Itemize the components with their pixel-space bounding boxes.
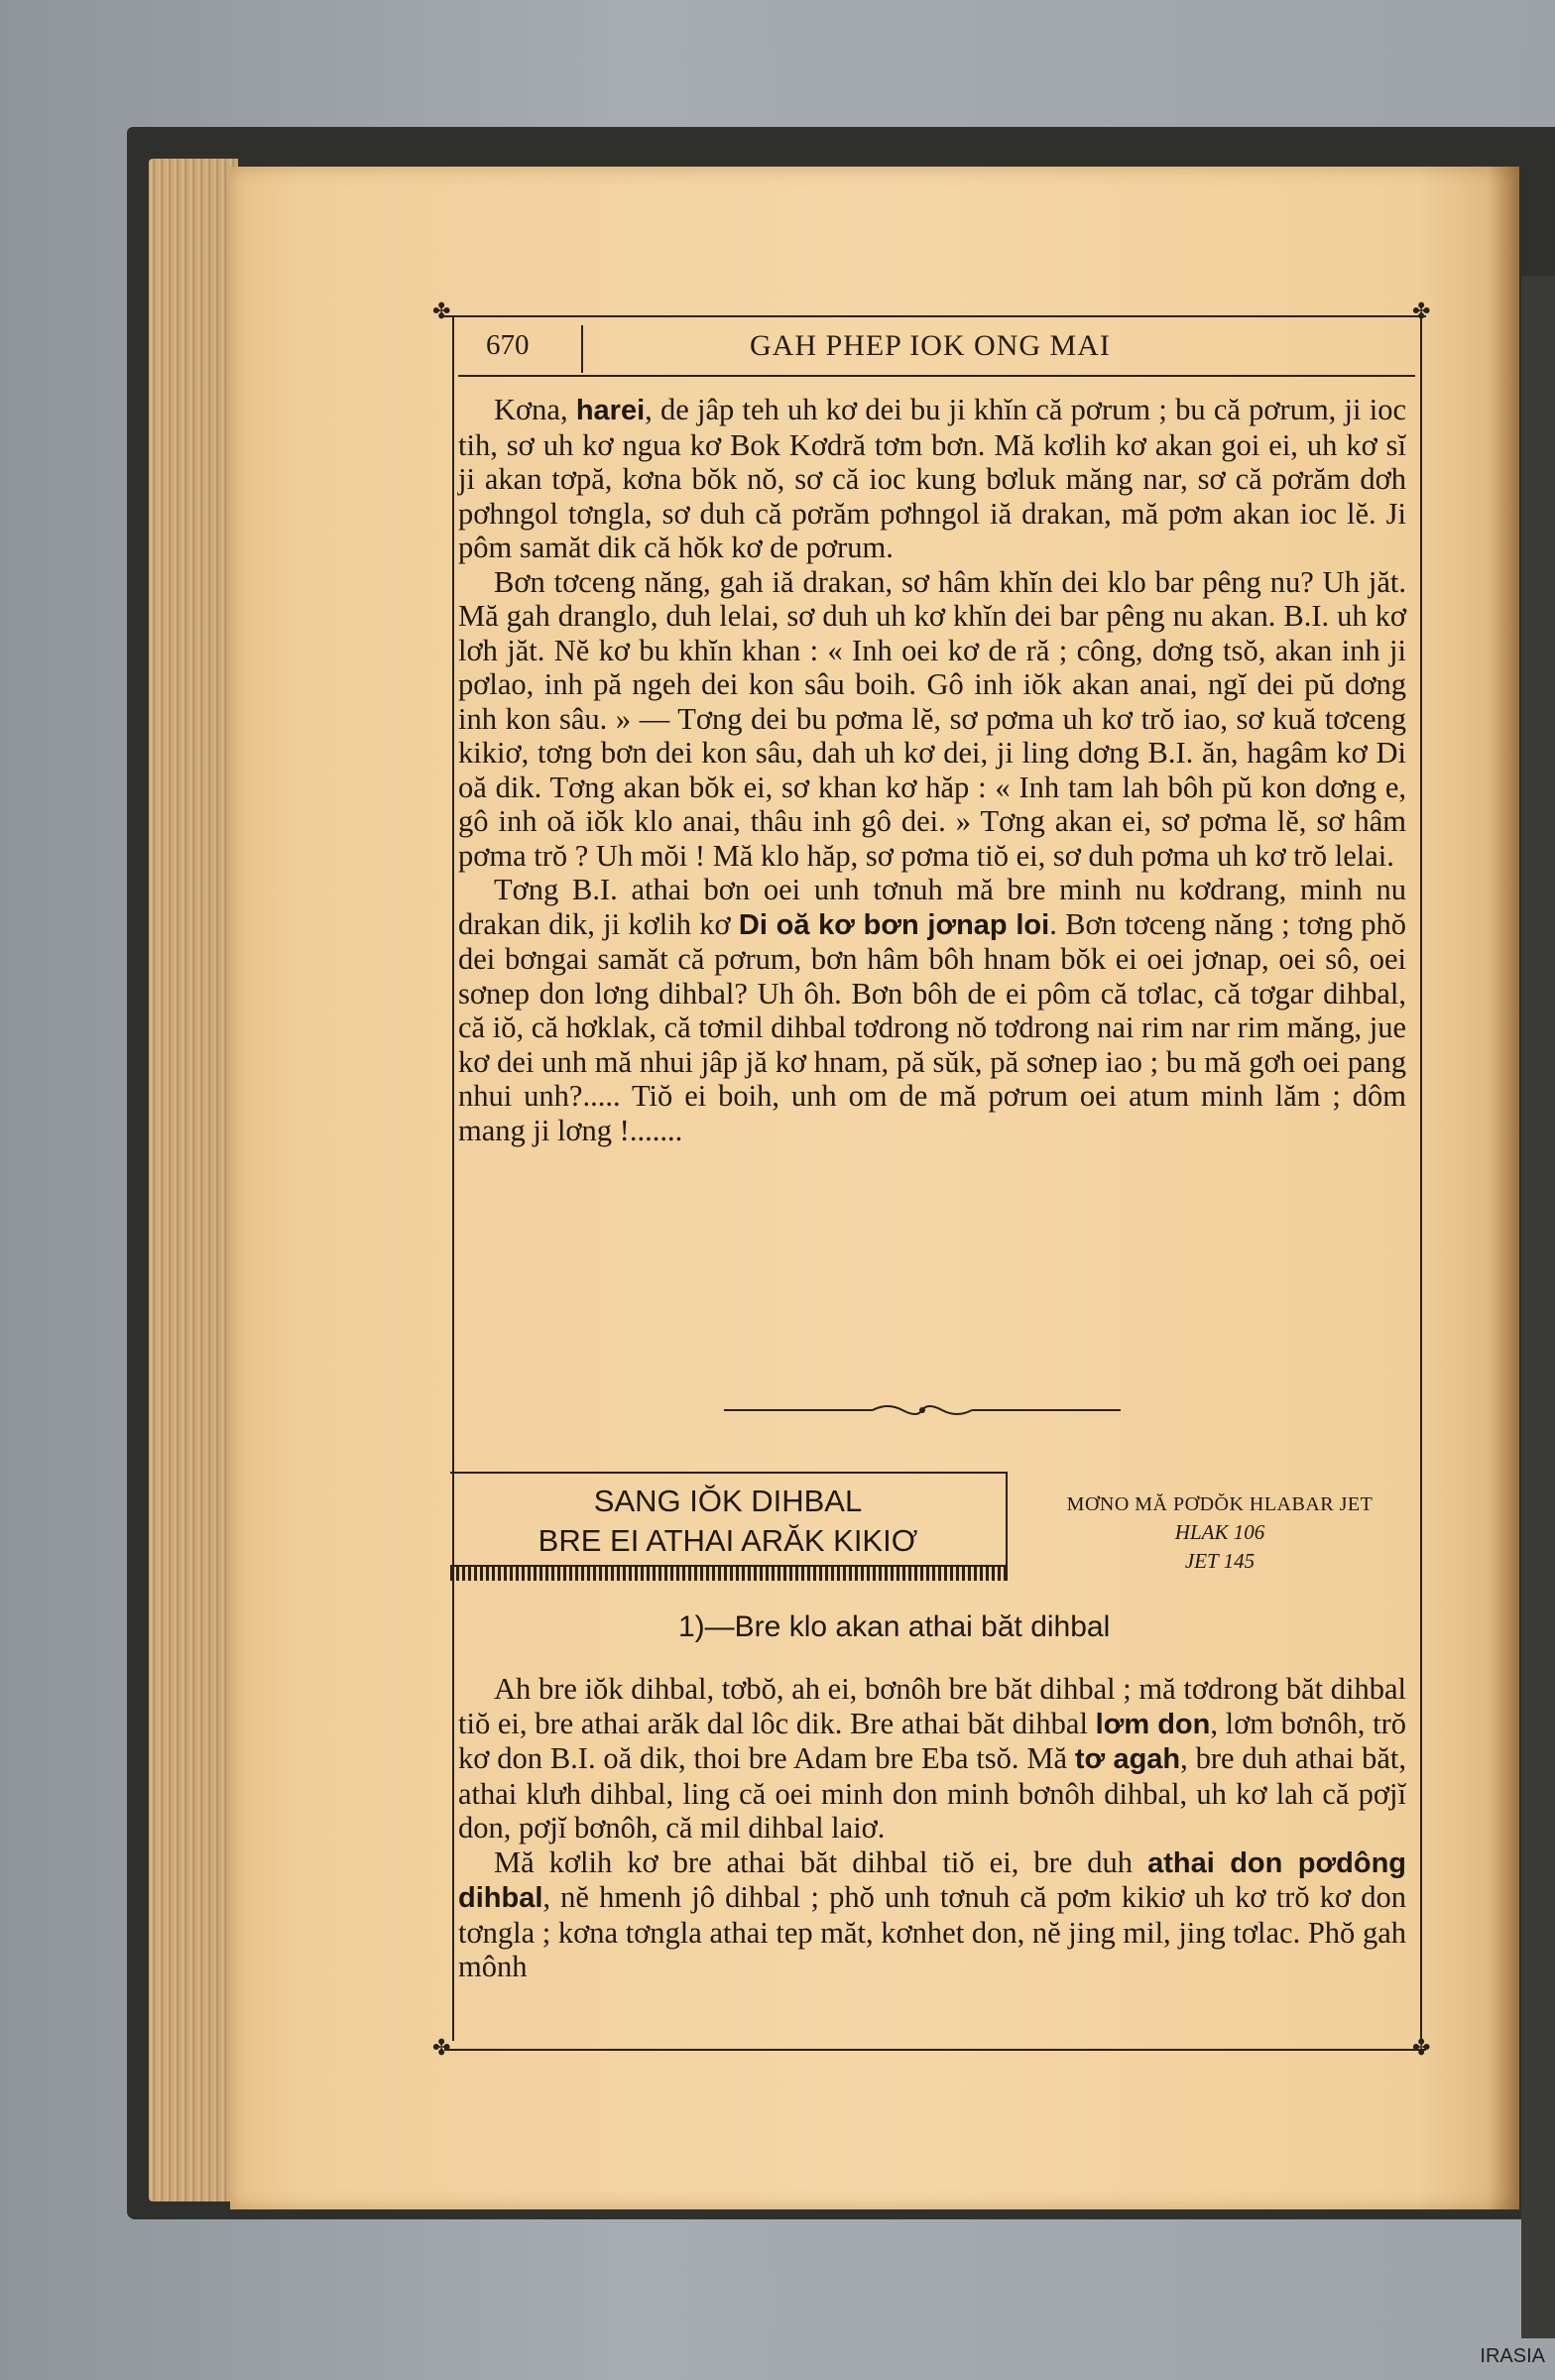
corner-ornament-icon: ✤ bbox=[1412, 299, 1431, 324]
text-run: Mă kơlih kơ bre athai băt dihbal tiŏ ei, bre duh bbox=[494, 1844, 1148, 1879]
page-edges bbox=[149, 159, 238, 2202]
frame-top-rule bbox=[444, 315, 1426, 317]
text-run: , de jâp teh uh kơ dei bu ji khĭn că pơrum ; bu că pơrum, ji ioc tih, sơ uh kơ ngua kơ Bok Kơdră tơm bơn. Mă kơlih kơ akan goi ei, uh kơ sĭ ji akan tơpă, kơna bŏk nŏ, sơ că ioc kung bơluk măng nar, sơ că pơrăm dơh pơhngol tơngla, sơ duh că pơrăm pơhngol iă drakan, mă pơm akan ioc lĕ. Ji pôm samăt dik că hŏk kơ de pơrum. bbox=[458, 393, 1406, 564]
paragraph bbox=[458, 393, 1406, 565]
page-gutter bbox=[1488, 167, 1519, 2209]
body-text-top bbox=[458, 393, 1406, 1147]
corner-ornament-icon: ✤ bbox=[1412, 2036, 1431, 2061]
text-run: , nĕ hmenh jô dihbal ; phŏ unh tơnuh că pơm kikiơ uh kơ trŏ kơ don tơngla ; kơna tơngla athai tep măt, kơnhet don, nĕ jing mil, jing tơlac. Phŏ gah mônh bbox=[458, 1880, 1406, 1983]
text-run: Ah bre iŏk dihbal, tơbŏ, ah ei, bơnôh bre băt dihbal ; mă tơdrong băt dihbal tiŏ ei, bre athai arăk dal lôc dik. Bre athai băt dihbal bbox=[458, 1672, 1406, 1740]
corner-ornament-icon: ✤ bbox=[432, 2036, 451, 2061]
paragraph bbox=[458, 1672, 1406, 1845]
body-text-bottom bbox=[458, 1672, 1406, 1984]
reference-line: HLAK 106 bbox=[1174, 1520, 1265, 1544]
frame-left-rule bbox=[452, 315, 454, 2041]
book-cover-edge bbox=[1521, 276, 1555, 2338]
paragraph bbox=[458, 873, 1406, 1147]
section-title-line1: SANG IŎK DIHBAL bbox=[593, 1484, 863, 1518]
running-title: GAH PHEP IOK ONG MAI bbox=[750, 329, 1111, 362]
reference-line: MƠNO MĂ PƠDŎK HLABAR JET bbox=[1066, 1493, 1374, 1515]
frame-bottom-rule bbox=[444, 2049, 1426, 2051]
frame-header-rule bbox=[458, 375, 1415, 377]
text-run: , lơm bơnôh, trŏ kơ don B.I. oă dik, thoi bre Adam bre Eba tsŏ. Mă bbox=[458, 1706, 1406, 1775]
subsection-heading: 1)—Bre klo akan athai băt dihbal bbox=[678, 1610, 1111, 1643]
corner-ornament-icon: ✤ bbox=[432, 299, 451, 324]
text-run: Tơng B.I. athai bơn oei unh tơnuh mă bre minh nu kơdrang, minh nu drakan dik, ji kơlih kơ bbox=[458, 873, 1406, 941]
section-heading-box bbox=[450, 1472, 1008, 1581]
reference-line: JET 145 bbox=[1184, 1549, 1256, 1573]
frame-right-rule bbox=[1420, 315, 1422, 2041]
scripture-reference bbox=[1021, 1493, 1418, 1574]
header-separator bbox=[581, 325, 583, 373]
section-ornamental-rule bbox=[450, 1565, 1006, 1581]
text-run: Kơna, bbox=[494, 393, 576, 426]
text-run: Bơn tơceng năng, gah iă drakan, sơ hâm khĭn dei klo bar pêng nu? Uh jăt. Mă gah dranglo, duh lelai, sơ duh uh kơ khĭn dei bar pêng nu akan. B.I. uh kơ lơh jăt. Nĕ kơ bu khĭn khan : « Inh oei kơ de ră ; công, dơng tsŏ, akan inh ji pơlao, inh pă ngeh dei kon sâu boih. Gô inh iŏk akan anai, ngĭ dei pŭ dơng inh kon sâu. » — Tơng dei bu pơma lĕ, sơ pơma uh kơ trŏ iao, sơ kuă tơceng kikiơ, tơng bơn dei kon sâu, dah uh kơ dei, ji ling dơng B.I. ăn, hagâm kơ Di oă dik. Tơng akan bŏk ei, sơ khan kơ hăp : « Inh tam lah bôh pŭ kon dơng e, gô inh oă iŏk klo anai, thâu inh gô dei. » Tơng akan ei, sơ pơma lĕ, sơ hâm pơma trŏ ? Uh mŏi ! Mă klo hăp, sơ pơma tiŏ ei, sơ duh pơma uh kơ trŏ lelai. bbox=[458, 564, 1406, 873]
running-header bbox=[472, 325, 1444, 365]
bold-phrase: Di oă kơ bơn jơnap loi bbox=[738, 908, 1050, 941]
bold-phrase: lơm don bbox=[1095, 1708, 1211, 1740]
paragraph bbox=[458, 1845, 1406, 1984]
text-run: , bre duh athai băt, athai klưh dihbal, ling că oei minh don minh bơnôh dihbal, uh kơ lah că pơjĭ don, pơjĭ bơnôh, că mil dihbal laiơ. bbox=[458, 1741, 1406, 1844]
page-number: 670 bbox=[486, 329, 530, 361]
section-title-line2: BRE EI ATHAI ARĂK KIKIƠ bbox=[538, 1523, 918, 1558]
bold-phrase: harei bbox=[575, 395, 646, 426]
bold-phrase: tơ agah bbox=[1074, 1743, 1181, 1775]
bold-phrase: athai don pơdông dihbal bbox=[458, 1846, 1406, 1914]
section-divider-ornament bbox=[724, 1400, 1121, 1420]
text-run: . Bơn tơceng năng ; tơng phŏ dei bơngai samăt că pơrum, bơn hâm bôh hnam bŏk ei oei jơnap, oei sô, oei sơnep don lơng dihbal? Uh ôh. Bơn bôh de ei pôm că tơlac, că tơgar dihbal, că iŏ, că hơklak, că tơmil dihbal tơdrong nŏ tơdrong nai rim nar rim măng, jue kơ dei unh mă nhui jâp jă kơ hnam, pă sŭk, pă sơnep iao ; bu mă gơh oei pang nhui unh?..... Tiŏ ei boih, unh om de mă pơrum oei atum minh lăm ; dôm mang ji lơng !....... bbox=[458, 906, 1407, 1147]
watermark: IRASIA bbox=[1480, 2345, 1545, 2367]
paragraph bbox=[458, 565, 1406, 874]
